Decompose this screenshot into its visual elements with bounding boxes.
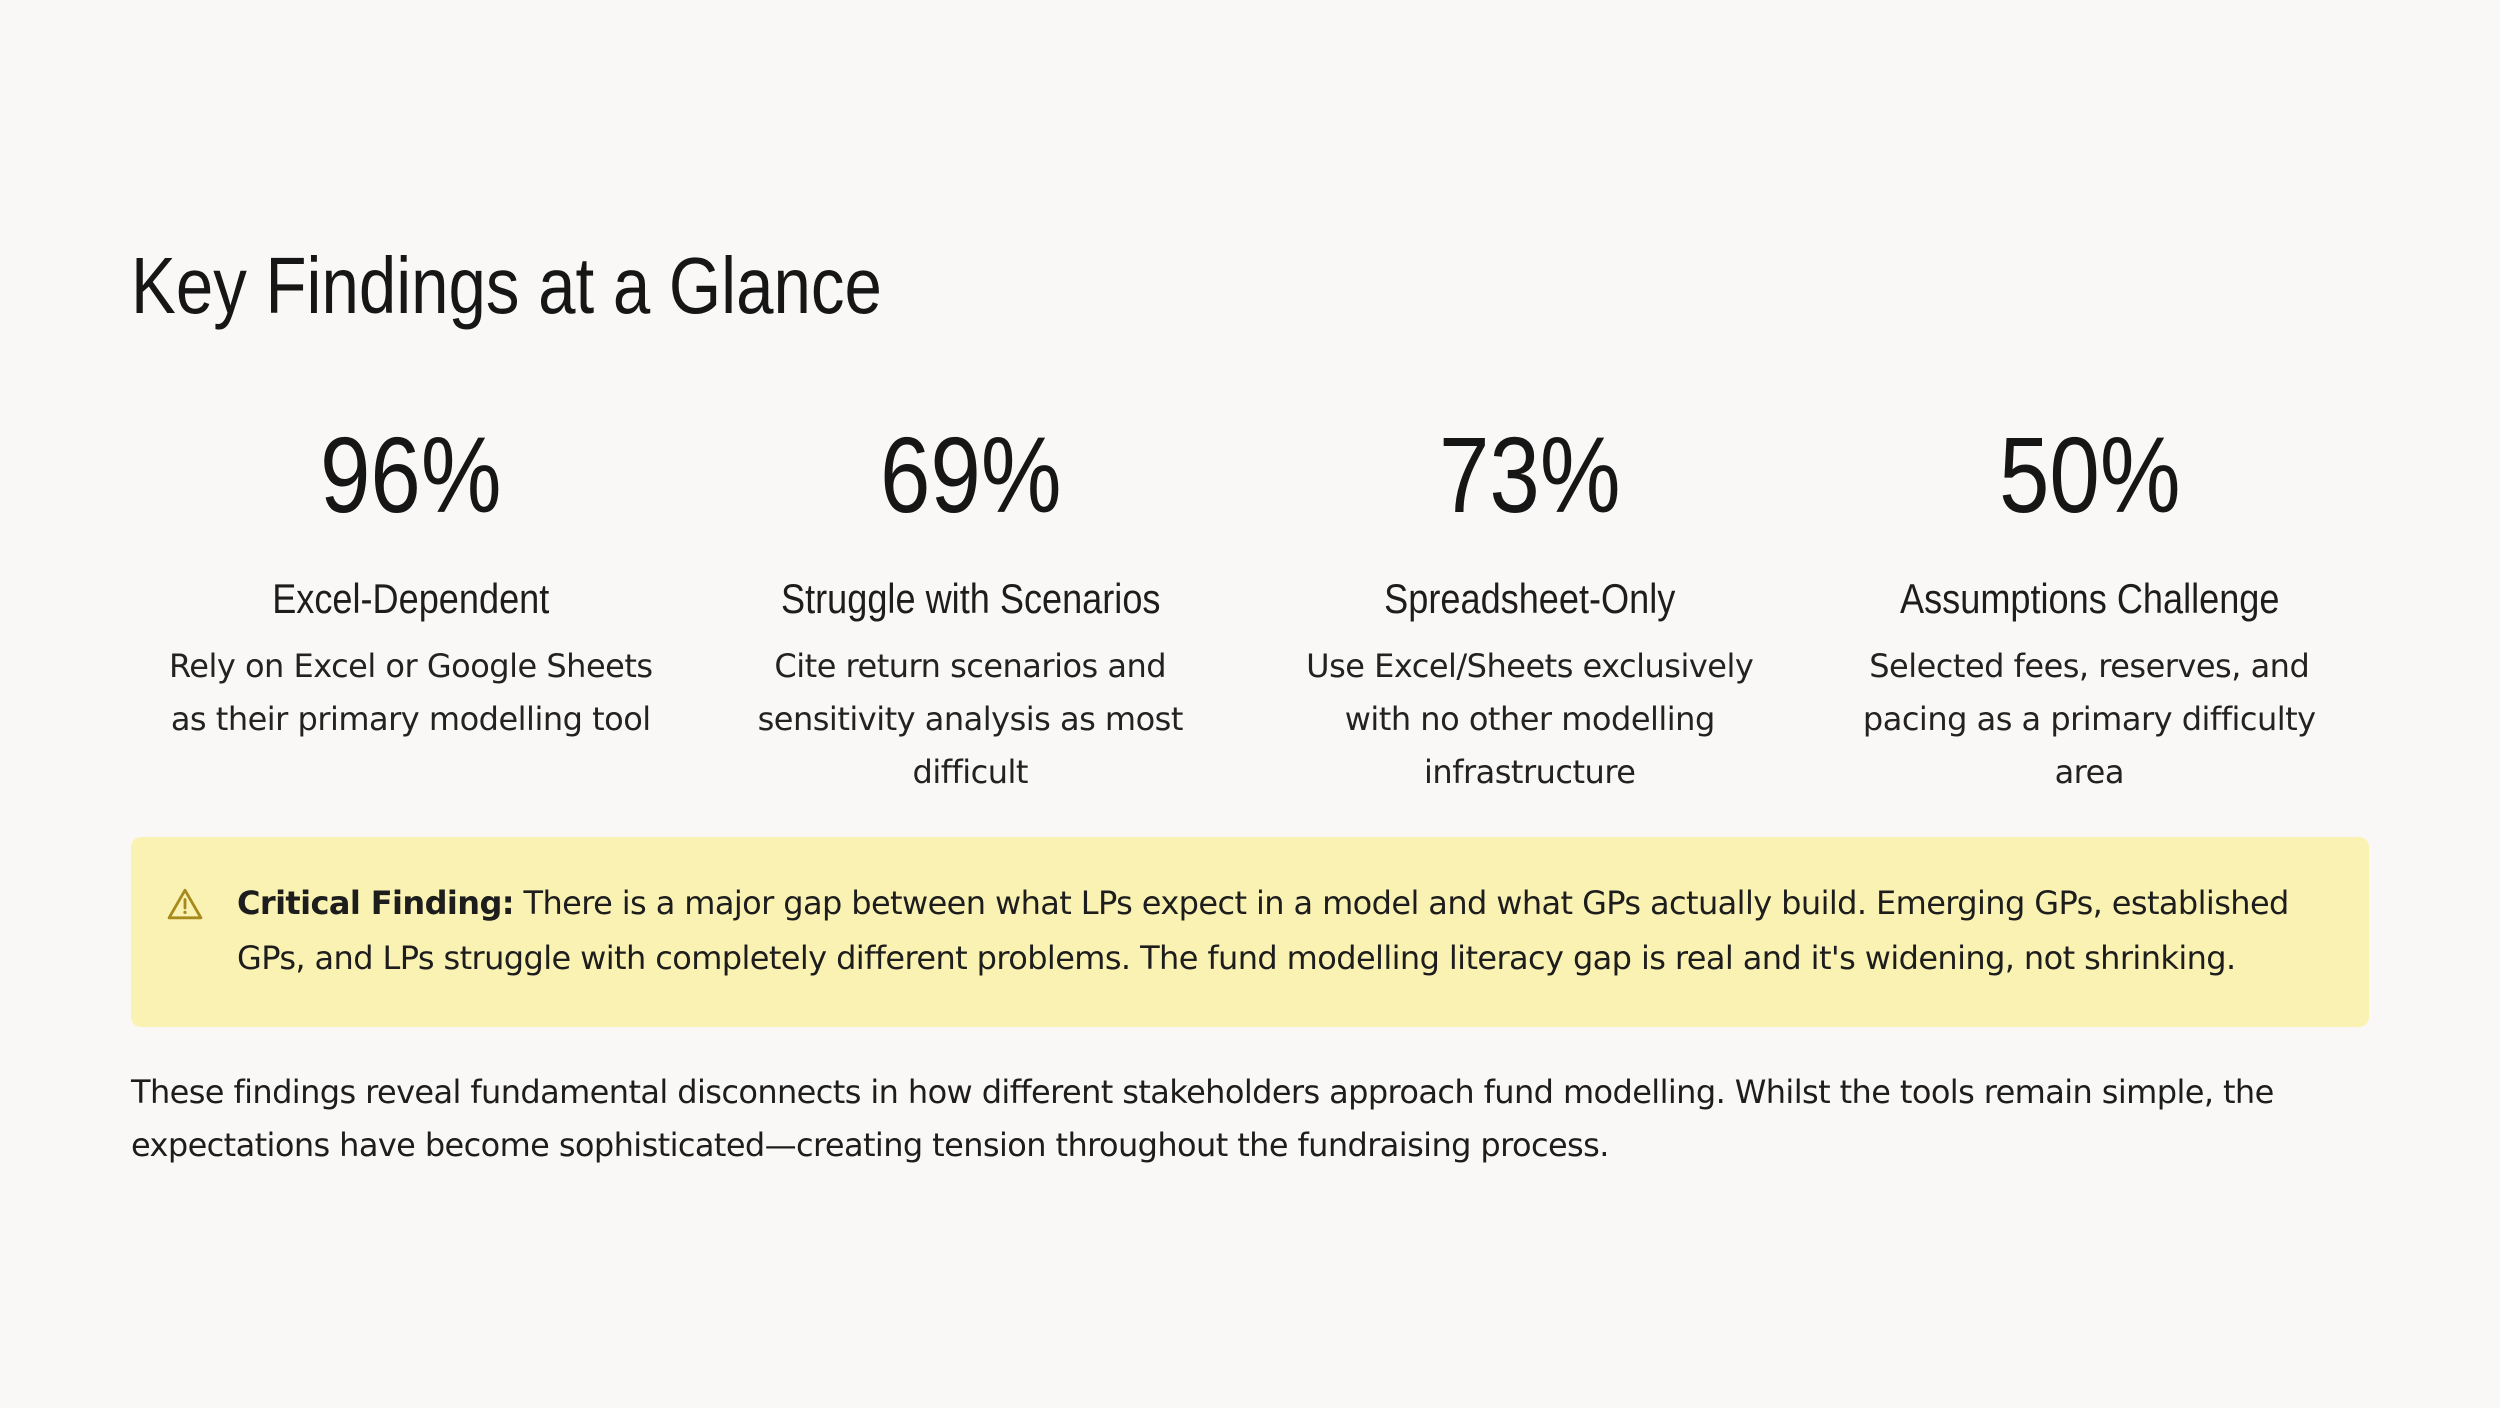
stat-value: 73% [1438,414,1621,535]
callout-heading: Critical Finding: [237,884,514,922]
page-title: Key Findings at a Glance [131,241,882,330]
stat-value: 50% [1998,414,2181,535]
stat-label: Excel-Dependent [272,575,550,622]
warning-icon [167,887,203,921]
stat-description: Selected fees, reserves, and pacing as a primary difficulty area [1862,647,2316,791]
stat-description: Use Excel/Sheets exclusively with no other modelling infrastructure [1306,647,1754,791]
callout-body: There is a major gap between what LPs expect in a model and what GPs actually build. Emerging GPs, established GPs, and LPs struggle with completely different problems. The fund modelling literacy gap is real and it's widening, not shrinking. [237,884,2289,977]
stat-value: 96% [319,414,502,535]
page [131,0,2369,1408]
closing-paragraph: These findings reveal fundamental disconnects in how different stakeholders approach fund modelling. Whilst the tools remain simple, the expectations have become sophisticated—creating tension throughout the fundraising process. [131,1073,2274,1164]
stat-description: Rely on Excel or Google Sheets as their primary modelling tool [168,647,653,738]
stat-label: Assumptions Challenge [1899,575,2279,622]
stats-row [131,410,2369,799]
stat-excel-dependent [131,410,691,799]
stat-struggle-with-scenarios [691,410,1251,799]
stat-assumptions-challenge [1810,410,2370,799]
critical-finding-callout [131,837,2369,1027]
callout-text [237,876,2337,986]
stat-description: Cite return scenarios and sensitivity analysis as most difficult [757,647,1183,791]
stat-spreadsheet-only [1250,410,1810,799]
stat-label: Spreadsheet-Only [1384,575,1676,622]
stat-value: 69% [879,414,1062,535]
stat-label: Struggle with Scenarios [780,575,1160,622]
